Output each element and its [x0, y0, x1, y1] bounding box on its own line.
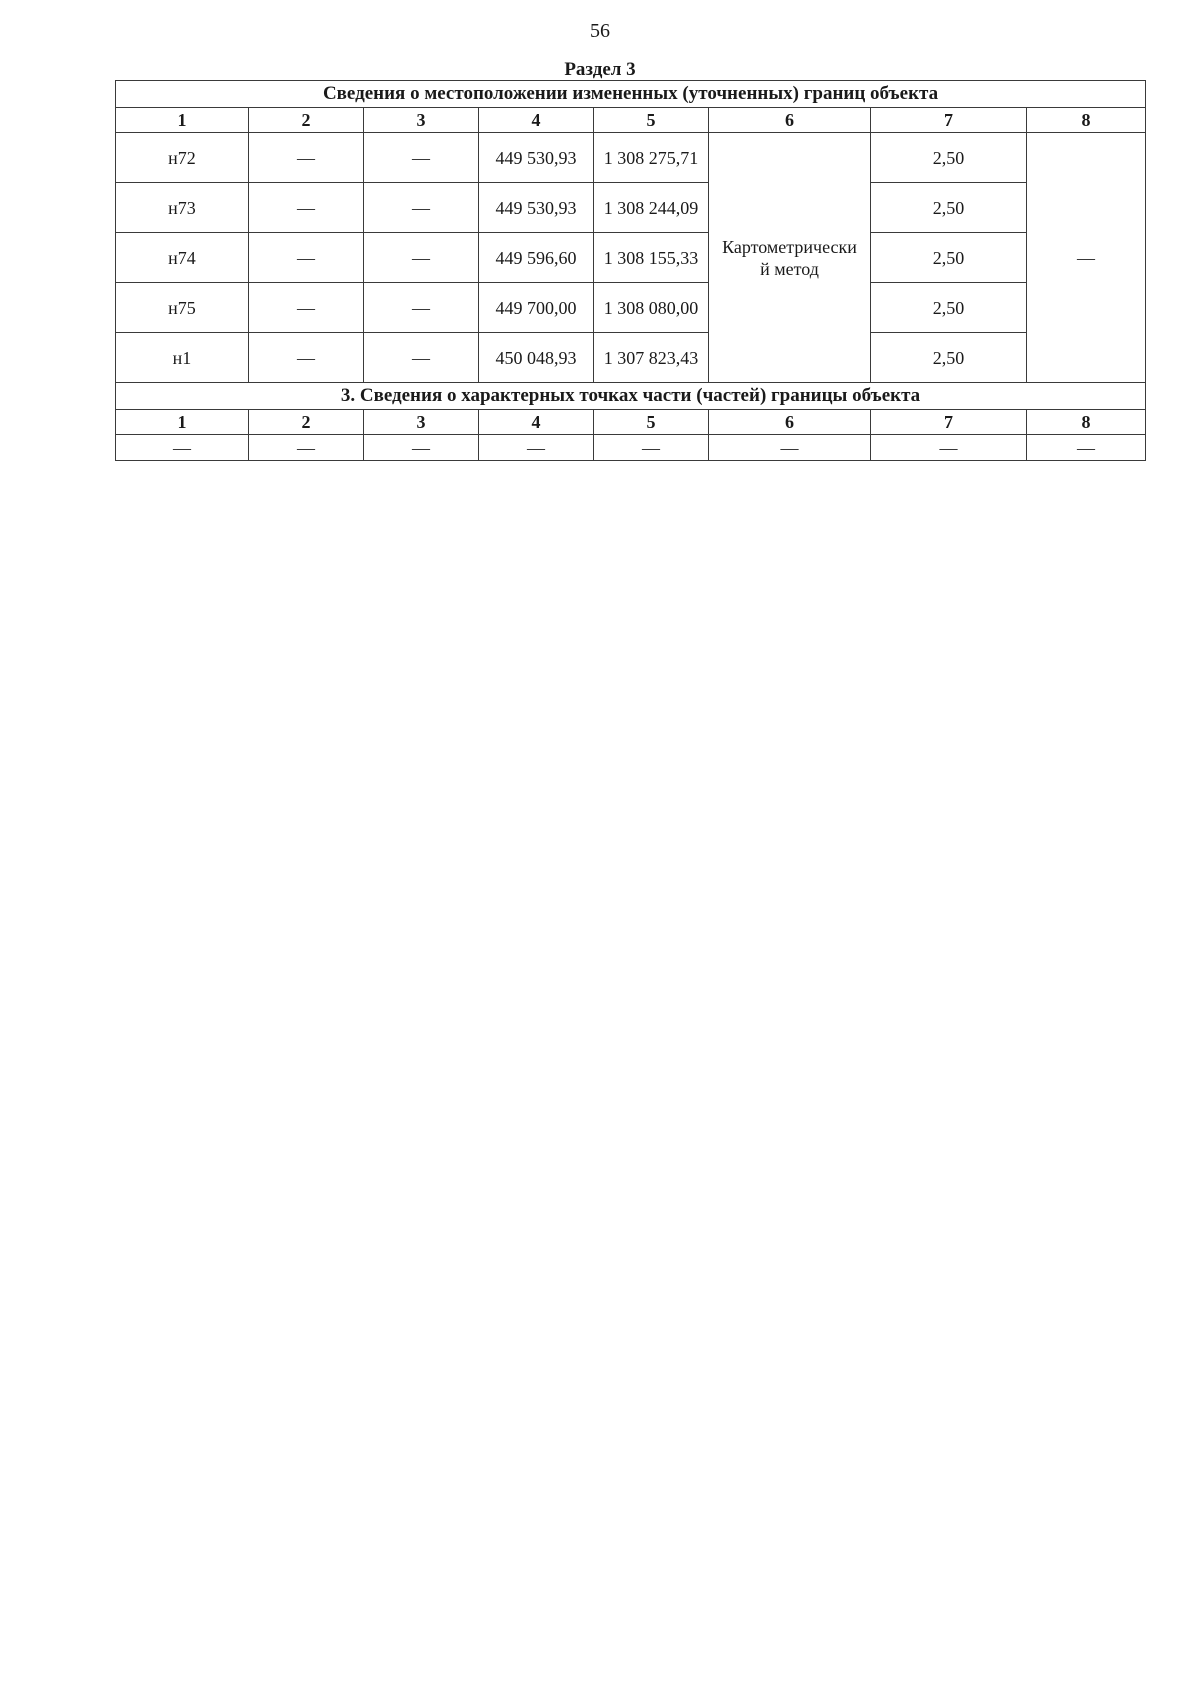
page-number: 56 — [590, 20, 610, 42]
table-cell: — — [364, 133, 479, 183]
column-header: 1 — [116, 108, 249, 133]
parts-title: 3. Сведения о характерных точках части (частей) границы объекта — [116, 383, 1146, 410]
y-coordinate: 1 308 275,71 — [594, 133, 709, 183]
table-cell: — — [709, 435, 871, 461]
column-header: 8 — [1027, 410, 1146, 435]
parts-title-row — [116, 383, 1146, 410]
column-header: 5 — [594, 108, 709, 133]
y-coordinate: 1 307 823,43 — [594, 333, 709, 383]
x-coordinate: 449 700,00 — [479, 283, 594, 333]
table-cell: — — [249, 183, 364, 233]
table-cell: — — [1027, 435, 1146, 461]
table-row — [116, 435, 1146, 461]
table-cell: — — [249, 133, 364, 183]
parts-header-row — [116, 410, 1146, 435]
x-coordinate: 450 048,93 — [479, 333, 594, 383]
table-cell: — — [249, 435, 364, 461]
column-header: 7 — [871, 108, 1027, 133]
table-cell: — — [871, 435, 1027, 461]
column-header-row — [116, 108, 1146, 133]
point-name: н74 — [116, 233, 249, 283]
column-header: 3 — [364, 410, 479, 435]
accuracy-value: 2,50 — [871, 283, 1027, 333]
table-row — [116, 233, 1146, 283]
accuracy-value: 2,50 — [871, 333, 1027, 383]
table-cell: — — [364, 283, 479, 333]
table-cell: — — [364, 333, 479, 383]
table-row — [116, 183, 1146, 233]
point-name: н73 — [116, 183, 249, 233]
column-header: 3 — [364, 108, 479, 133]
table-cell: — — [364, 233, 479, 283]
point-name: н72 — [116, 133, 249, 183]
y-coordinate: 1 308 080,00 — [594, 283, 709, 333]
table-title: Сведения о местоположении измененных (уточненных) границ объекта — [116, 81, 1146, 108]
table-row — [116, 333, 1146, 383]
column-header: 6 — [709, 108, 871, 133]
column-header: 2 — [249, 410, 364, 435]
table-cell: — — [116, 435, 249, 461]
table-cell: — — [364, 183, 479, 233]
accuracy-value: 2,50 — [871, 133, 1027, 183]
table-cell: — — [249, 283, 364, 333]
column-header: 4 — [479, 410, 594, 435]
method-text: Картометрически й метод — [722, 236, 857, 279]
table-cell: — — [249, 333, 364, 383]
column-header: 6 — [709, 410, 871, 435]
table-cell: — — [594, 435, 709, 461]
point-name: н1 — [116, 333, 249, 383]
method-cell — [709, 133, 871, 383]
column-header: 4 — [479, 108, 594, 133]
y-coordinate: 1 308 244,09 — [594, 183, 709, 233]
point-name: н75 — [116, 283, 249, 333]
accuracy-value: 2,50 — [871, 183, 1027, 233]
table-title-row — [116, 81, 1146, 108]
table-row — [116, 283, 1146, 333]
accuracy-value: 2,50 — [871, 233, 1027, 283]
section-title: Раздел 3 — [564, 59, 636, 80]
x-coordinate: 449 530,93 — [479, 133, 594, 183]
boundary-table — [115, 80, 1146, 461]
column-header: 8 — [1027, 108, 1146, 133]
table-cell: — — [364, 435, 479, 461]
column-header: 2 — [249, 108, 364, 133]
y-coordinate: 1 308 155,33 — [594, 233, 709, 283]
description-cell: — — [1027, 133, 1146, 383]
x-coordinate: 449 530,93 — [479, 183, 594, 233]
table-cell: — — [249, 233, 364, 283]
column-header: 7 — [871, 410, 1027, 435]
table-row — [116, 133, 1146, 183]
column-header: 1 — [116, 410, 249, 435]
column-header: 5 — [594, 410, 709, 435]
x-coordinate: 449 596,60 — [479, 233, 594, 283]
table-cell: — — [479, 435, 594, 461]
